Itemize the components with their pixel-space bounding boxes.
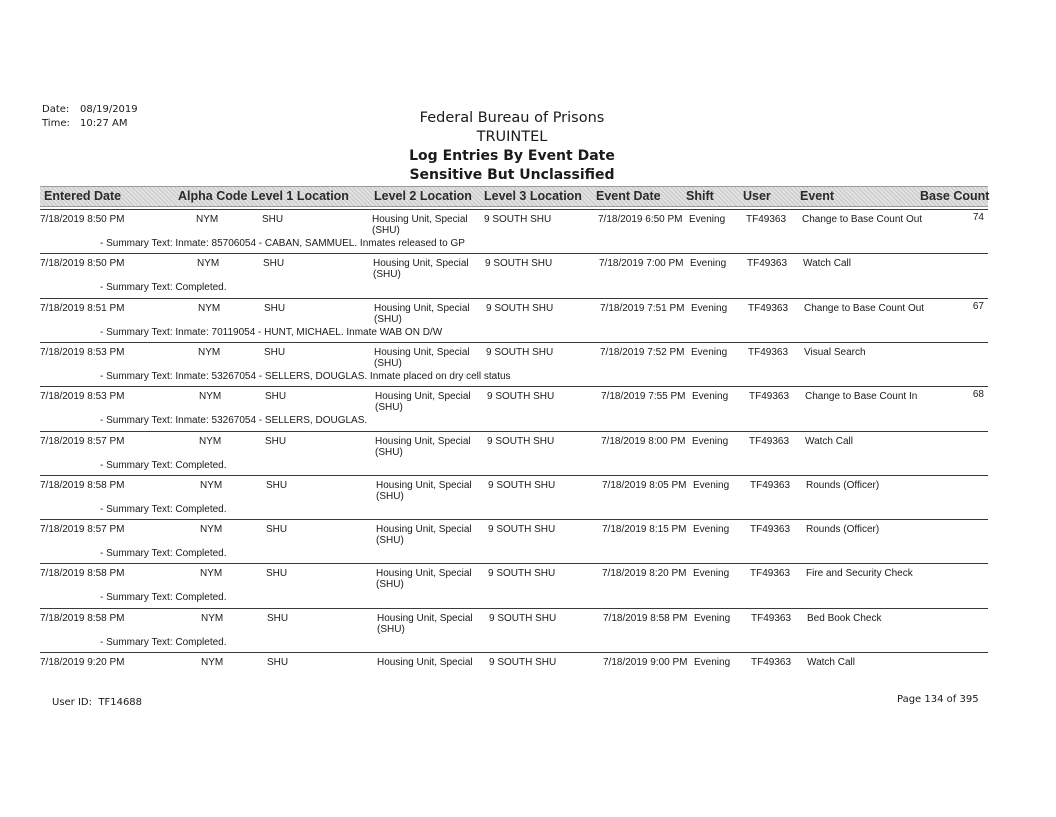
level2-cell: Housing Unit, Special (SHU)	[373, 258, 469, 280]
shift-cell: Evening	[690, 258, 727, 269]
event-cell: Change to Base Count Out	[802, 214, 923, 225]
summary-text: - Summary Text: Completed.	[100, 592, 227, 603]
alpha-code-cell: NYM	[200, 480, 223, 491]
event-date-cell: 7/18/2019 6:50 PM	[598, 214, 683, 225]
level2-cell: Housing Unit, Special (SHU)	[375, 391, 471, 413]
level1-cell: SHU	[263, 258, 285, 269]
summary-text: - Summary Text: Completed.	[100, 282, 227, 293]
report-title: Log Entries By Event Date	[409, 148, 615, 164]
event-cell: Rounds (Officer)	[806, 524, 880, 535]
base-count-cell: 68	[972, 389, 984, 400]
level1-cell: SHU	[264, 347, 286, 358]
table-row	[40, 386, 988, 432]
org-title: Federal Bureau of Prisons	[419, 110, 605, 126]
alpha-code-cell: NYM	[197, 258, 220, 269]
shift-cell: Evening	[694, 657, 731, 668]
table-row	[40, 652, 988, 698]
alpha-code-cell: NYM	[200, 524, 223, 535]
shift-cell: Evening	[692, 391, 729, 402]
alpha-code-cell: NYM	[201, 657, 224, 668]
col-level1-location: Level 1 Location	[251, 189, 349, 203]
shift-cell: Evening	[689, 214, 726, 225]
alpha-code-cell: NYM	[201, 613, 224, 624]
summary-text: - Summary Text: Inmate: 70119054 - HUNT, MICHAEL. Inmate WAB ON D/W	[100, 327, 443, 338]
table-row	[40, 209, 988, 255]
user-cell: TF49363	[748, 303, 789, 314]
event-date-cell: 7/18/2019 8:15 PM	[602, 524, 687, 535]
col-event: Event	[800, 189, 835, 203]
entered-date-cell: 7/18/2019 8:53 PM	[40, 391, 125, 402]
event-date-cell: 7/18/2019 7:55 PM	[601, 391, 686, 402]
table-row	[40, 431, 988, 477]
level3-cell: 9 SOUTH SHU	[488, 480, 556, 491]
col-alpha-code: Alpha Code	[178, 189, 248, 203]
table-row	[40, 253, 988, 299]
event-date-cell: 7/18/2019 8:58 PM	[603, 613, 688, 624]
summary-text: - Summary Text: Completed.	[100, 460, 227, 471]
table-row	[40, 475, 988, 521]
col-user: User	[743, 189, 771, 203]
entered-date-cell: 7/18/2019 8:51 PM	[40, 303, 125, 314]
level1-cell: SHU	[266, 480, 288, 491]
classification-banner: Sensitive But Unclassified	[409, 167, 615, 183]
user-cell: TF49363	[750, 480, 791, 491]
alpha-code-cell: NYM	[196, 214, 219, 225]
level1-cell: SHU	[264, 303, 286, 314]
level2-cell: Housing Unit, Special (SHU)	[377, 613, 473, 635]
alpha-code-cell: NYM	[199, 391, 222, 402]
event-cell: Change to Base Count In	[805, 391, 918, 402]
user-cell: TF49363	[746, 214, 787, 225]
level3-cell: 9 SOUTH SHU	[484, 214, 552, 225]
time-value: 10:27 AM	[80, 118, 128, 129]
event-cell: Change to Base Count Out	[804, 303, 925, 314]
base-count-cell: 67	[972, 301, 984, 312]
summary-text: - Summary Text: Inmate: 53267054 - SELLERS, DOUGLAS.	[100, 415, 368, 426]
date-value: 08/19/2019	[80, 104, 138, 115]
level3-cell: 9 SOUTH SHU	[486, 347, 554, 358]
alpha-code-cell: NYM	[199, 436, 222, 447]
event-date-cell: 7/18/2019 7:00 PM	[599, 258, 684, 269]
summary-text: - Summary Text: Completed.	[100, 637, 227, 648]
user-id-value: TF14688	[98, 697, 143, 708]
event-date-cell: 7/18/2019 7:52 PM	[600, 347, 685, 358]
event-cell: Watch Call	[805, 436, 853, 447]
level3-cell: 9 SOUTH SHU	[489, 613, 557, 624]
event-date-cell: 7/18/2019 8:05 PM	[602, 480, 687, 491]
alpha-code-cell: NYM	[198, 303, 221, 314]
level3-cell: 9 SOUTH SHU	[488, 568, 556, 579]
shift-cell: Evening	[691, 303, 728, 314]
summary-text: - Summary Text: Completed.	[100, 548, 227, 559]
shift-cell: Evening	[691, 347, 728, 358]
level1-cell: SHU	[265, 391, 287, 402]
event-cell: Fire and Security Check	[806, 568, 913, 579]
level3-cell: 9 SOUTH SHU	[489, 657, 557, 668]
summary-text: - Summary Text: Completed.	[100, 504, 227, 515]
time-label: Time:	[42, 118, 70, 129]
summary-text: - Summary Text: Inmate: 85706054 - CABAN, SAMMUEL. Inmates released to GP	[100, 238, 465, 249]
level1-cell: SHU	[267, 613, 289, 624]
level1-cell: SHU	[266, 568, 288, 579]
event-date-cell: 7/18/2019 8:00 PM	[601, 436, 686, 447]
level2-cell: Housing Unit, Special (SHU)	[374, 347, 470, 369]
entered-date-cell: 7/18/2019 8:58 PM	[40, 613, 125, 624]
entered-date-cell: 7/18/2019 8:53 PM	[40, 347, 125, 358]
entered-date-cell: 7/18/2019 8:58 PM	[40, 480, 125, 491]
level3-cell: 9 SOUTH SHU	[487, 391, 555, 402]
event-date-cell: 7/18/2019 7:51 PM	[600, 303, 685, 314]
entered-date-cell: 7/18/2019 8:57 PM	[40, 524, 125, 535]
table-row	[40, 608, 988, 654]
summary-text: - Summary Text: Inmate: 53267054 - SELLERS, DOUGLAS. Inmate placed on dry cell status	[100, 371, 511, 382]
col-base-count: Base Count	[920, 189, 990, 203]
footer-user-id	[52, 697, 142, 708]
level1-cell: SHU	[266, 524, 288, 535]
level2-cell: Housing Unit, Special (SHU)	[376, 568, 472, 590]
col-entered-date: Entered Date	[44, 189, 122, 203]
shift-cell: Evening	[692, 436, 729, 447]
table-row	[40, 342, 988, 388]
user-cell: TF49363	[750, 568, 791, 579]
event-cell: Bed Book Check	[807, 613, 882, 624]
col-level2-location: Level 2 Location	[374, 189, 472, 203]
page-number: Page 134 of 395	[897, 694, 979, 705]
user-cell: TF49363	[751, 657, 792, 668]
level1-cell: SHU	[267, 657, 289, 668]
table-header	[40, 186, 988, 207]
entered-date-cell: 7/18/2019 8:57 PM	[40, 436, 125, 447]
entered-date-cell: 7/18/2019 8:50 PM	[40, 258, 125, 269]
table-row	[40, 563, 988, 609]
level2-cell: Housing Unit, Special	[377, 657, 473, 668]
user-id-label: User ID:	[52, 697, 92, 708]
shift-cell: Evening	[693, 568, 730, 579]
shift-cell: Evening	[693, 480, 730, 491]
col-event-date: Event Date	[596, 189, 661, 203]
level2-cell: Housing Unit, Special (SHU)	[375, 436, 471, 458]
user-cell: TF49363	[751, 613, 792, 624]
date-label: Date:	[42, 104, 70, 115]
level2-cell: Housing Unit, Special (SHU)	[376, 524, 472, 546]
event-date-cell: 7/18/2019 8:20 PM	[602, 568, 687, 579]
base-count-cell: 74	[972, 212, 984, 223]
level1-cell: SHU	[265, 436, 287, 447]
user-cell: TF49363	[747, 258, 788, 269]
event-cell: Rounds (Officer)	[806, 480, 880, 491]
shift-cell: Evening	[693, 524, 730, 535]
entered-date-cell: 7/18/2019 8:50 PM	[40, 214, 125, 225]
event-date-cell: 7/18/2019 9:00 PM	[603, 657, 688, 668]
level2-cell: Housing Unit, Special (SHU)	[372, 214, 468, 236]
level3-cell: 9 SOUTH SHU	[487, 436, 555, 447]
system-title: TRUINTEL	[476, 129, 548, 145]
user-cell: TF49363	[748, 347, 789, 358]
user-cell: TF49363	[749, 436, 790, 447]
event-cell: Watch Call	[803, 258, 851, 269]
alpha-code-cell: NYM	[198, 347, 221, 358]
level3-cell: 9 SOUTH SHU	[486, 303, 554, 314]
level1-cell: SHU	[262, 214, 284, 225]
col-shift: Shift	[686, 189, 714, 203]
table-row	[40, 519, 988, 565]
shift-cell: Evening	[694, 613, 731, 624]
level3-cell: 9 SOUTH SHU	[488, 524, 556, 535]
user-cell: TF49363	[749, 391, 790, 402]
alpha-code-cell: NYM	[200, 568, 223, 579]
entered-date-cell: 7/18/2019 8:58 PM	[40, 568, 125, 579]
col-level3-location: Level 3 Location	[484, 189, 582, 203]
entered-date-cell: 7/18/2019 9:20 PM	[40, 657, 125, 668]
level2-cell: Housing Unit, Special (SHU)	[376, 480, 472, 502]
event-cell: Visual Search	[804, 347, 866, 358]
user-cell: TF49363	[750, 524, 791, 535]
event-cell: Watch Call	[807, 657, 855, 668]
level2-cell: Housing Unit, Special (SHU)	[374, 303, 470, 325]
level3-cell: 9 SOUTH SHU	[485, 258, 553, 269]
table-row	[40, 298, 988, 344]
